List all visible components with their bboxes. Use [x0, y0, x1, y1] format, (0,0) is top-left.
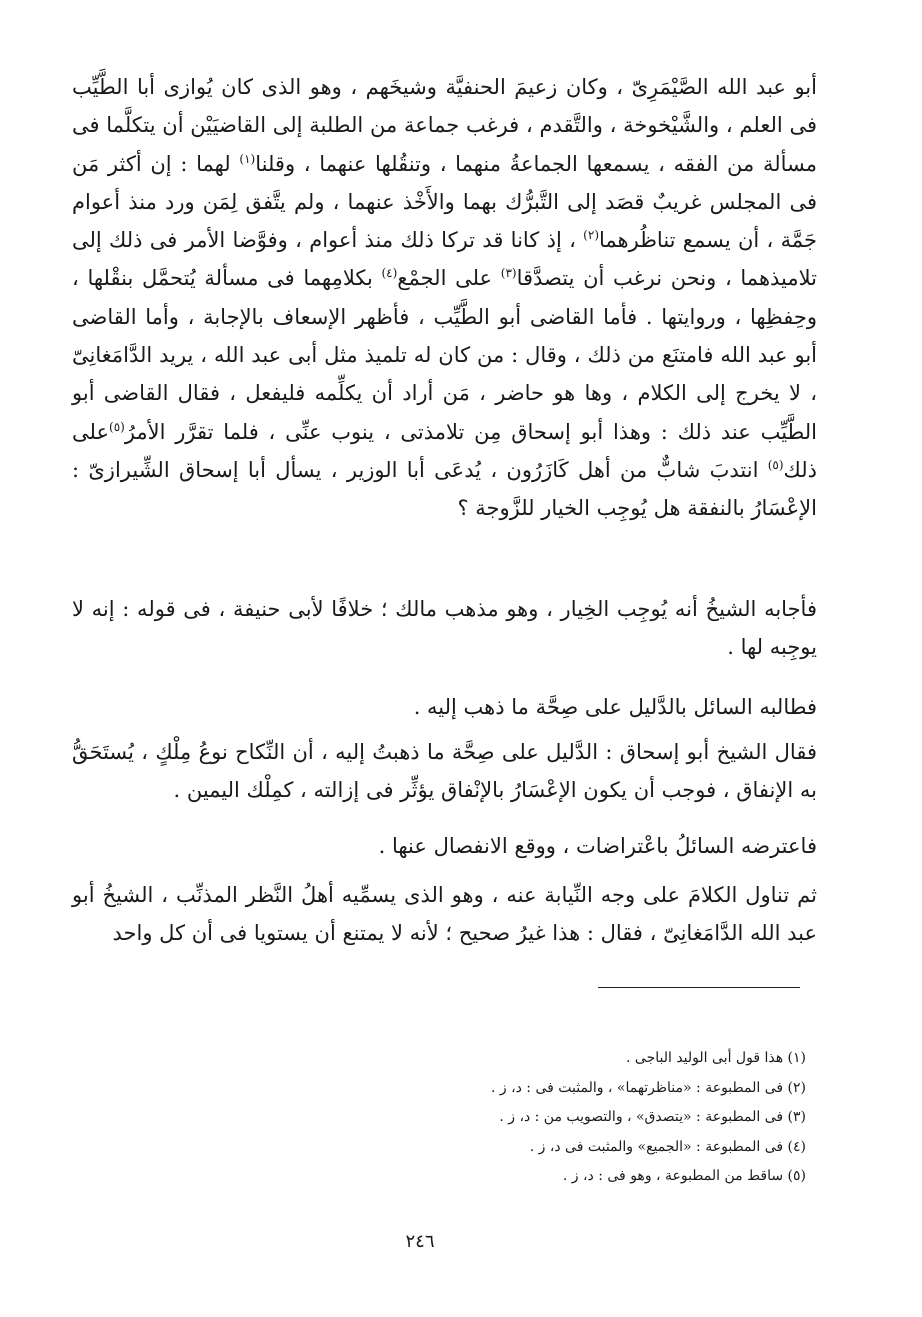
paragraph-text: فطالبه السائل بالدَّليل على صِحَّة ما ذهب إليه . — [413, 695, 817, 719]
paragraph-text: لهما : إن أكثر مَن فى المجلس غريبٌ قصَد إلى التَّبرُّك بهما والأَخْذ عنهما ، ولم يتَّفق لِمَن ورد منذ أعوام جَمَّة ، أن يسمع تناظُرهما — [72, 151, 817, 253]
footnote-4: (٤) فى المطبوعة : «الجميع» والمثبت فى د، ز . — [529, 1138, 806, 1155]
paragraph-text: انتدبَ شابٌّ من أهل كَازَرُون ، يُدعَى أبا الوزير ، يسأل أبا إسحاق الشِّيرازىّ : الإعْسَارُ بالنفقة هل يُوجِب الخيار للزَّوجة ؟ — [72, 457, 817, 521]
body-paragraph-3 — [72, 688, 817, 726]
footnote-ref-4: (٤) — [381, 266, 398, 281]
footnote-ref-3: (٣) — [500, 266, 517, 281]
paragraph-text: بكلامِهما فى مسألة يُتحمَّل بنقْلها ، وحِفظِها ، وروايتها . فأما القاضى أبو الطَّيِّب ، فأظهر الإسعاف بالإجابة ، وأما القاضى أبو عبد الله فامتنَع من ذلك ، وقال : من كان له تلميذ مثل أبى عبد الله ، يريد الدَّامَغانِىّ ، لا يخرج إلى الكلام ، وها هو حاضر ، مَن أراد أن يكلِّمه فليفعل ، فقال القاضى أبو الطَّيِّب عند ذلك : وهذا أبو إسحاق مِن تلامذتى ، ينوب عنِّى ، فلما تقرَّر الأمرُ — [72, 266, 817, 444]
page-number: ٢٤٦ — [405, 1231, 435, 1252]
footnote-3: (٣) فى المطبوعة : «يتصدق» ، والتصويب من : د، ز . — [499, 1109, 806, 1125]
footnote-ref-5-close: (٥) — [767, 457, 784, 472]
footnote-1: (١) هذا قول أبى الوليد الباجى . — [626, 1050, 806, 1066]
paragraph-text: ثم تناول الكلامَ على وجه النِّيابة عنه ، وهو الذى يسمِّيه أهلُ النَّظر المذنِّب ، الشيخُ أبو عبد الله الدَّامَغانِىّ ، فقال : هذا غيرُ صحيح ؛ لأنه لا يمتنع أن يستويا فى أن كل واحد — [72, 883, 817, 946]
footnote-ref-1: (١) — [239, 151, 256, 166]
footnote-ref-5-open: (٥) — [109, 419, 125, 434]
body-paragraph-6 — [72, 876, 817, 953]
footnote-ref-2: (٢) — [583, 228, 599, 243]
footnote-2: (٢) فى المطبوعة : «مناظرتهما» ، والمثبت فى : د، ز . — [490, 1079, 806, 1096]
footnote-separator — [598, 987, 800, 988]
paragraph-text: على ذلك — [72, 419, 817, 482]
footnote-5: (٥) ساقط من المطبوعة ، وهو فى : د، ز . — [562, 1168, 806, 1184]
paragraph-text: على الجمْع — [397, 266, 501, 291]
paragraph-text: فاعترضه السائلُ باعْتراضات ، ووقع الانفصال عنها . — [378, 834, 817, 858]
body-paragraph-1 — [72, 68, 817, 528]
paragraph-text: أبو عبد الله الصَّيْمَرِىّ ، وكان زعيمَ الحنفيَّة وشيخَهم ، وهو الذى كان يُوازى أبا الطَّيِّب فى العلم ، والشَّيْخوخة ، والتَّقدم ، فرغب جماعة من الطلبة إلى القاضيَيْن أن يتكلَّما فى مسألة من الفقه ، يسمعها الجماعةُ منهما ، وتنقُلها عنهما ، وقلنا — [72, 75, 817, 176]
body-paragraph-4 — [72, 733, 817, 810]
body-paragraph-5 — [72, 827, 817, 865]
paragraph-text: فأجابه الشيخُ أنه يُوجِب الخِيار ، وهو مذهب مالك ؛ خلافًا لأبى حنيفة ، فى قوله : إنه لا يوجِبه لها . — [72, 597, 817, 660]
body-paragraph-2 — [72, 590, 817, 667]
paragraph-text: فقال الشيخ أبو إسحاق : الدَّليل على صِحَّة ما ذهبتُ إليه ، أن النِّكاح نوعُ مِلْكٍ ، يُستَحَقُّ به الإنفاق ، فوجب أن يكون الإعْسَارُ بالإنْفاق يؤثِّر فى إزالته ، كمِلْك اليمين . — [72, 740, 817, 803]
footnotes — [420, 1044, 806, 1192]
paragraph-text: ، إذ كانا قد تركا ذلك منذ أعوام ، وفوَّضا الأمر فى ذلك إلى تلاميذهما ، ونحن نرغب أن يتصدَّقا — [72, 228, 817, 291]
